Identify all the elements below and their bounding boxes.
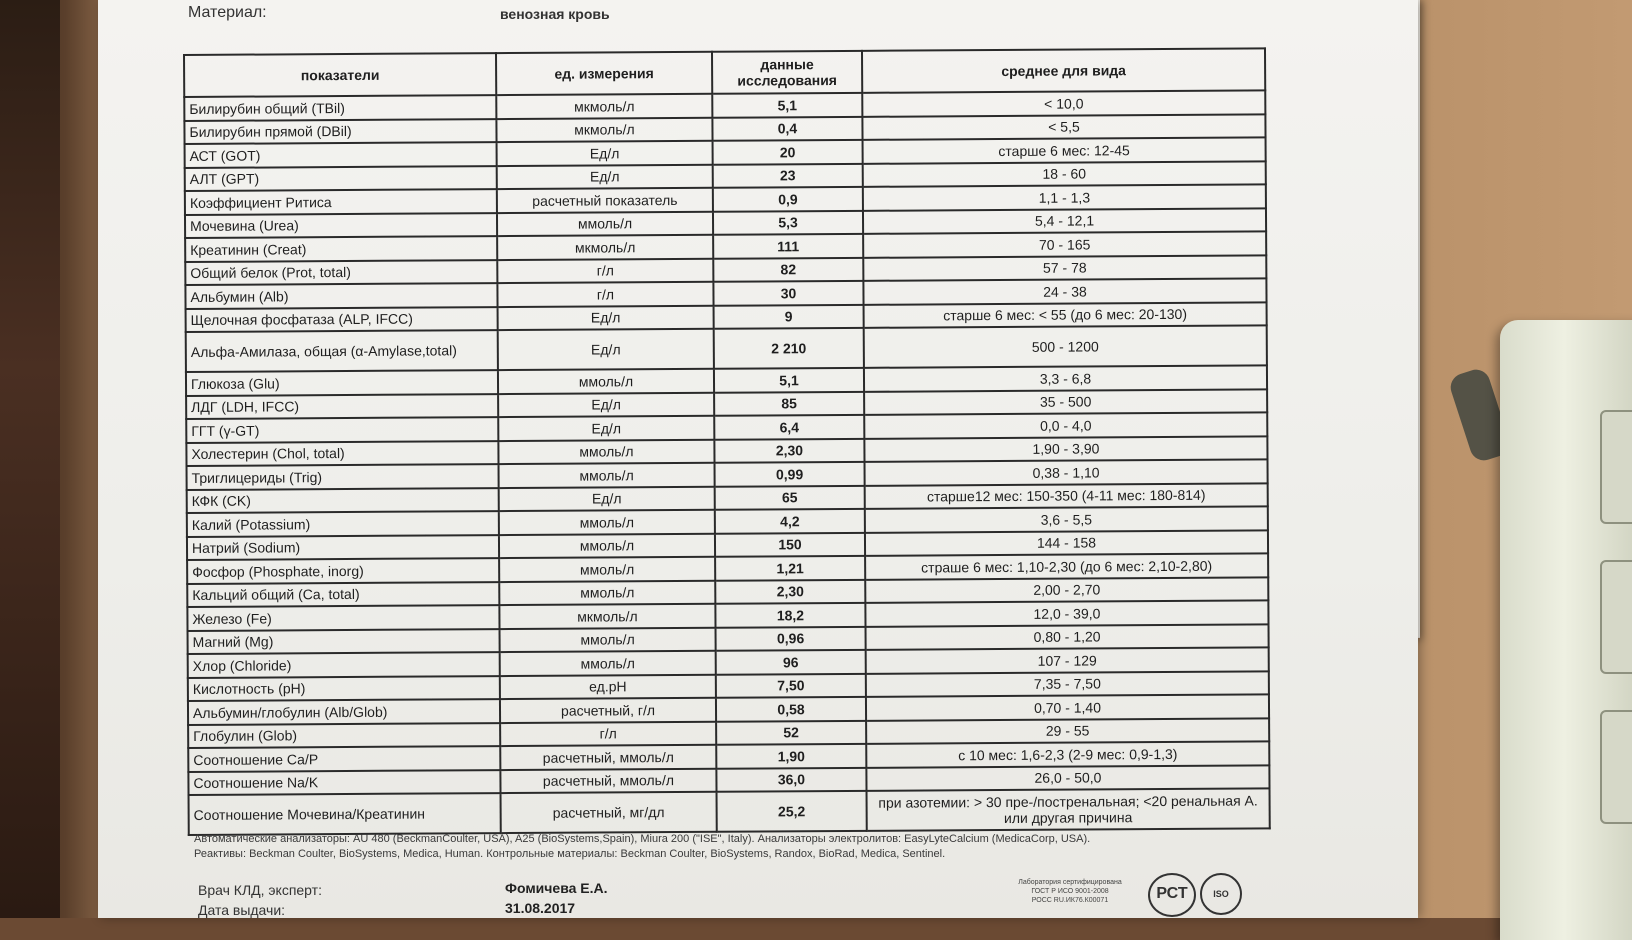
- indicator-reference: 57 - 78: [863, 255, 1266, 281]
- footnote-analyzers: Автоматические анализаторы: AU 480 (BeckmanCoulter, USA), A25 (BioSystems,Spain), Miura 200 ("ISE", Italy). Анализаторы электролитов: EasyLyteCalcium (MedicaCorp, USA).: [194, 833, 1091, 845]
- indicator-reference: при азотемии: > 30 пре-/постренальная; <20 ренальная А. или другая причина: [867, 788, 1270, 830]
- indicator-reference: 1,1 - 1,3: [863, 184, 1266, 210]
- indicator-reference: с 10 мес: 1,6-2,3 (2-9 мес: 0,9-1,3): [866, 741, 1269, 767]
- indicator-reference: 0,38 - 1,10: [865, 459, 1268, 485]
- indicator-unit: г/л: [497, 282, 713, 307]
- indicator-reference: 7,35 - 7,50: [866, 671, 1269, 697]
- indicator-name: Соотношение Мочевина/Креатинин: [189, 793, 501, 835]
- indicator-unit: ммоль/л: [499, 533, 715, 558]
- indicator-reference: 0,0 - 4,0: [864, 412, 1267, 438]
- indicator-reference: 35 - 500: [864, 389, 1267, 415]
- device-key: [1600, 560, 1632, 674]
- indicator-name: Общий белок (Prot, total): [185, 260, 497, 285]
- indicator-name: Калий (Potassium): [187, 511, 499, 536]
- issue-date-label: Дата выдачи:: [198, 902, 286, 918]
- indicator-value: 5,3: [713, 210, 863, 234]
- indicator-value: 0,99: [715, 462, 865, 486]
- certification-line: РОСС RU.ИК76.К00071: [1031, 897, 1109, 904]
- wall-shadow: [0, 0, 60, 918]
- indicator-name: Билирубин общий (TBil): [184, 95, 496, 120]
- indicator-unit: ммоль/л: [500, 651, 716, 676]
- indicator-unit: расчетный, ммоль/л: [500, 768, 716, 793]
- indicator-unit: ммоль/л: [498, 369, 714, 394]
- indicator-name: Триглицериды (Trig): [187, 464, 499, 489]
- indicator-value: 18,2: [715, 603, 865, 627]
- indicator-unit: Ед/л: [497, 164, 713, 189]
- indicator-unit: ммоль/л: [498, 439, 714, 464]
- indicator-value: 65: [715, 485, 865, 509]
- issue-date: 31.08.2017: [505, 900, 576, 916]
- indicator-name: Железо (Fe): [187, 605, 499, 630]
- indicator-name: Соотношение Na/K: [188, 770, 500, 795]
- indicator-reference: 29 - 55: [866, 718, 1269, 744]
- indicator-name: ЛДГ (LDH, IFCC): [186, 394, 498, 419]
- indicator-value: 2,30: [715, 579, 865, 603]
- indicator-value: 4,2: [715, 509, 865, 533]
- indicator-name: Магний (Mg): [188, 629, 500, 654]
- indicator-name: Кальций общий (Ca, total): [187, 582, 499, 607]
- indicator-value: 5,1: [712, 93, 862, 117]
- iso-logo-icon: ISO: [1200, 873, 1242, 915]
- indicator-reference: 26,0 - 50,0: [866, 765, 1269, 791]
- indicator-name: АСТ (GOT): [185, 142, 497, 167]
- doctor-label: Врач КЛД, эксперт:: [198, 882, 322, 898]
- material-value: венозная кровь: [500, 6, 610, 22]
- certification-text: [995, 878, 1145, 905]
- indicator-value: 0,58: [716, 697, 866, 721]
- indicator-value: 150: [715, 532, 865, 556]
- analyzer-footnote: [194, 832, 1090, 862]
- indicator-value: 23: [713, 163, 863, 187]
- rst-logo-icon: РСТ: [1148, 873, 1196, 917]
- indicator-reference: старше12 мес: 150-350 (4-11 мес: 180-814): [865, 483, 1268, 509]
- indicator-unit: Ед/л: [497, 141, 713, 166]
- indicator-unit: ед.pH: [500, 674, 716, 699]
- indicator-value: 36,0: [716, 767, 866, 791]
- indicator-unit: Ед/л: [499, 486, 715, 511]
- indicator-value: 30: [713, 281, 863, 305]
- indicator-value: 2 210: [714, 328, 864, 369]
- indicator-name: Билирубин прямой (DBil): [184, 119, 496, 144]
- indicator-value: 1,21: [715, 556, 865, 580]
- indicator-reference: 144 - 158: [865, 530, 1268, 556]
- indicator-name: Натрий (Sodium): [187, 535, 499, 560]
- indicator-name: Соотношение Са/Р: [188, 746, 500, 771]
- indicator-unit: Ед/л: [498, 329, 714, 370]
- indicator-reference: 24 - 38: [863, 278, 1266, 304]
- indicator-value: 20: [713, 140, 863, 164]
- indicator-unit: мкмоль/л: [496, 117, 712, 142]
- indicator-unit: Ед/л: [498, 392, 714, 417]
- indicator-reference: 0,80 - 1,20: [866, 624, 1269, 650]
- indicator-value: 52: [716, 720, 866, 744]
- indicator-reference: 3,6 - 5,5: [865, 506, 1268, 532]
- material-label: Материал:: [188, 4, 267, 21]
- device-key: [1600, 710, 1632, 824]
- indicator-reference: 12,0 - 39,0: [865, 600, 1268, 626]
- column-header-unit: ед. измерения: [496, 52, 712, 95]
- indicator-unit: ммоль/л: [499, 463, 715, 488]
- indicator-reference: 18 - 60: [863, 161, 1266, 187]
- indicator-unit: мкмоль/л: [499, 604, 715, 629]
- indicator-name: Альбумин (Alb): [185, 283, 497, 308]
- indicator-name: Мочевина (Urea): [185, 213, 497, 238]
- indicator-name: Креатинин (Creat): [185, 236, 497, 261]
- indicator-value: 2,30: [714, 438, 864, 462]
- indicator-reference: 5,4 - 12,1: [863, 208, 1266, 234]
- indicator-reference: < 10,0: [862, 90, 1265, 116]
- indicator-value: 0,96: [716, 626, 866, 650]
- footnote-reagents: Реактивы: Beckman Coulter, BioSystems, Medica, Human. Контрольные материалы: Beckman Coulter, BioSystems, Randox, BioRad, Medica, Sentinel.: [194, 848, 946, 860]
- indicator-reference: 70 - 165: [863, 231, 1266, 257]
- certification-line: ГОСТ Р ИСО 9001-2008: [1031, 888, 1109, 895]
- indicator-name: Фосфор (Phosphate, inorg): [187, 558, 499, 583]
- indicator-name: Альбумин/глобулин (Alb/Glob): [188, 699, 500, 724]
- indicator-unit: ммоль/л: [499, 580, 715, 605]
- indicator-name: Глобулин (Glob): [188, 723, 500, 748]
- indicator-reference: 107 - 129: [866, 647, 1269, 673]
- table-header-row: [184, 48, 1265, 97]
- column-header-value: данные исследования: [712, 51, 862, 94]
- results-table: [183, 47, 1271, 836]
- indicator-name: Холестерин (Chol, total): [186, 441, 498, 466]
- device-key: [1600, 410, 1632, 524]
- indicator-reference: 500 - 1200: [864, 325, 1267, 367]
- indicator-reference: 3,3 - 6,8: [864, 365, 1267, 391]
- indicator-unit: ммоль/л: [497, 211, 713, 236]
- indicator-value: 6,4: [714, 415, 864, 439]
- indicator-unit: г/л: [497, 258, 713, 283]
- indicator-reference: старше 6 мес: < 55 (до 6 мес: 20-130): [864, 302, 1267, 328]
- column-header-indicator: показатели: [184, 53, 496, 97]
- table-row: [189, 788, 1270, 835]
- indicator-value: 85: [714, 391, 864, 415]
- indicator-value: 1,90: [716, 744, 866, 768]
- indicator-unit: г/л: [500, 721, 716, 746]
- indicator-unit: расчетный, г/л: [500, 698, 716, 723]
- indicator-name: ГГТ (γ-GT): [186, 417, 498, 442]
- indicator-name: КФК (CK): [187, 488, 499, 513]
- indicator-reference: старше 6 мес: 12-45: [863, 137, 1266, 163]
- indicator-name: Коэффициент Ритиса: [185, 189, 497, 214]
- indicator-value: 25,2: [717, 791, 867, 832]
- indicator-unit: Ед/л: [498, 416, 714, 441]
- indicator-reference: 0,70 - 1,40: [866, 694, 1269, 720]
- indicator-value: 5,1: [714, 368, 864, 392]
- indicator-unit: ммоль/л: [499, 557, 715, 582]
- indicator-name: Альфа-Амилаза, общая (α-Amylase,total): [186, 330, 498, 372]
- indicator-reference: 1,90 - 3,90: [864, 436, 1267, 462]
- indicator-value: 0,9: [713, 187, 863, 211]
- indicator-value: 7,50: [716, 673, 866, 697]
- indicator-name: Щелочная фосфатаза (ALP, IFCC): [186, 307, 498, 332]
- indicator-value: 96: [716, 650, 866, 674]
- indicator-unit: мкмоль/л: [496, 94, 712, 119]
- indicator-name: АЛТ (GPT): [185, 166, 497, 191]
- indicator-value: 111: [713, 234, 863, 258]
- indicator-value: 9: [714, 304, 864, 328]
- indicator-unit: ммоль/л: [499, 510, 715, 535]
- indicator-unit: расчетный, мг/дл: [501, 792, 717, 833]
- indicator-reference: < 5,5: [862, 114, 1265, 140]
- doctor-name: Фомичева Е.А.: [505, 880, 608, 896]
- indicator-unit: расчетный показатель: [497, 188, 713, 213]
- indicator-name: Глюкоза (Glu): [186, 370, 498, 395]
- column-header-reference: среднее для вида: [862, 48, 1265, 92]
- indicator-value: 0,4: [712, 116, 862, 140]
- indicator-name: Кислотность (pH): [188, 676, 500, 701]
- indicator-reference: страше 6 мес: 1,10-2,30 (до 6 мес: 2,10-2,80): [865, 553, 1268, 579]
- certification-line: Лаборатория сертифицирована: [1018, 879, 1122, 886]
- indicator-reference: 2,00 - 2,70: [865, 577, 1268, 603]
- indicator-unit: расчетный, ммоль/л: [500, 745, 716, 770]
- indicator-unit: мкмоль/л: [497, 235, 713, 260]
- indicator-value: 82: [713, 257, 863, 281]
- indicator-unit: Ед/л: [498, 305, 714, 330]
- table-row: [186, 325, 1267, 372]
- indicator-unit: ммоль/л: [500, 627, 716, 652]
- indicator-name: Хлор (Chloride): [188, 652, 500, 677]
